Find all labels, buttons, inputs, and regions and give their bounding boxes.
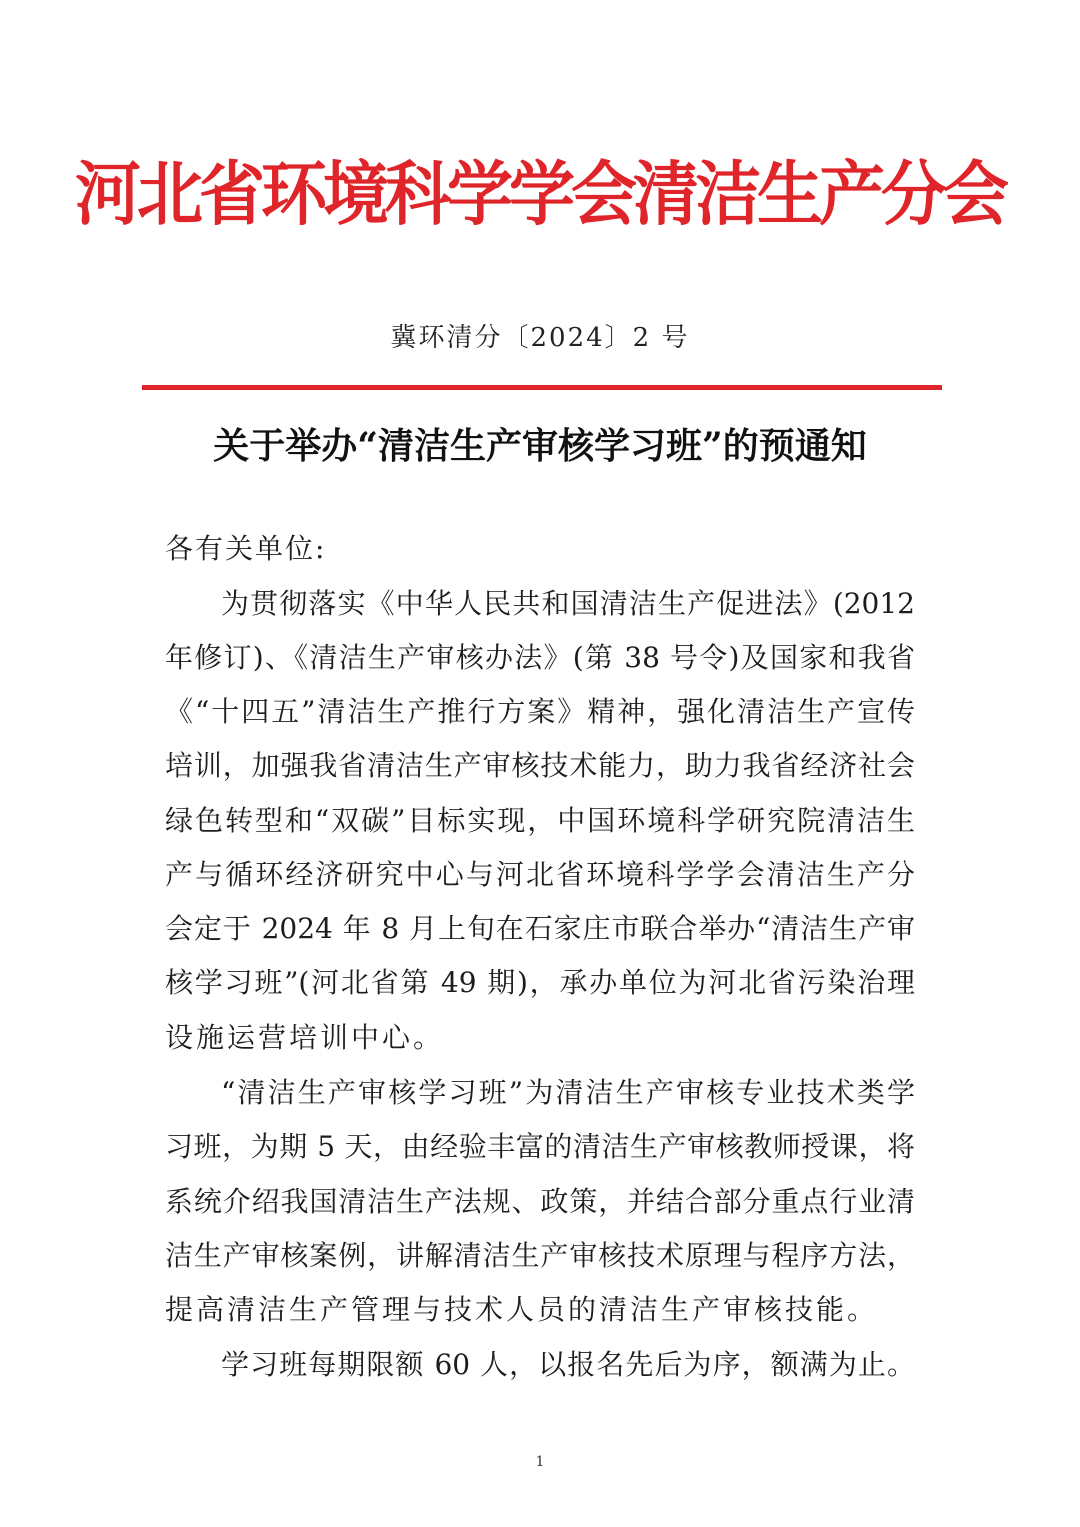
paragraph-line: 产与循环经济研究中心与河北省环境科学学会清洁生产分 [165,858,915,891]
paragraph-line: 核学习班”(河北省第 49 期)，承办单位为河北省污染治理 [165,966,915,999]
salutation: 各有关单位: [165,532,327,565]
paragraph-line: 年修订)、《清洁生产审核办法》(第 38 号令)及国家和我省 [165,641,915,674]
letterhead-org-name: 河北省环境科学学会清洁生产分会 [75,154,1005,235]
paragraph-line: 习班，为期 5 天，由经验丰富的清洁生产审核教师授课，将 [165,1130,915,1163]
paragraph-line: 系统介绍我国清洁生产法规、政策，并结合部分重点行业清 [165,1185,915,1218]
red-divider-line [142,385,942,390]
paragraph-line: 设施运营培训中心。 [165,1021,445,1054]
paragraph-line: 提高清洁生产管理与技术人员的清洁生产审核技能。 [165,1293,879,1326]
paragraph-line: 学习班每期限额 60 人，以报名先后为序，额满为止。 [221,1348,915,1381]
document-title: 关于举办“清洁生产审核学习班”的预通知 [213,425,867,467]
paragraph-line: 培训，加强我省清洁生产审核技术能力，助力我省经济社会 [165,749,915,782]
paragraph-line: 《“十四五”清洁生产推行方案》精神，强化清洁生产宣传 [165,695,915,728]
document-number: 冀环清分〔2024〕2 号 [390,323,690,353]
paragraph-line: “清洁生产审核学习班”为清洁生产审核专业技术类学 [221,1076,915,1109]
paragraph-line: 会定于 2024 年 8 月上旬在石家庄市联合举办“清洁生产审 [165,912,915,945]
paragraph-line: 为贯彻落实《中华人民共和国清洁生产促进法》(2012 [221,587,915,620]
paragraph-line: 绿色转型和“双碳”目标实现，中国环境科学研究院清洁生 [165,804,915,837]
paragraph-line: 洁生产审核案例，讲解清洁生产审核技术原理与程序方法， [165,1239,915,1272]
page-number: 1 [535,1454,545,1470]
